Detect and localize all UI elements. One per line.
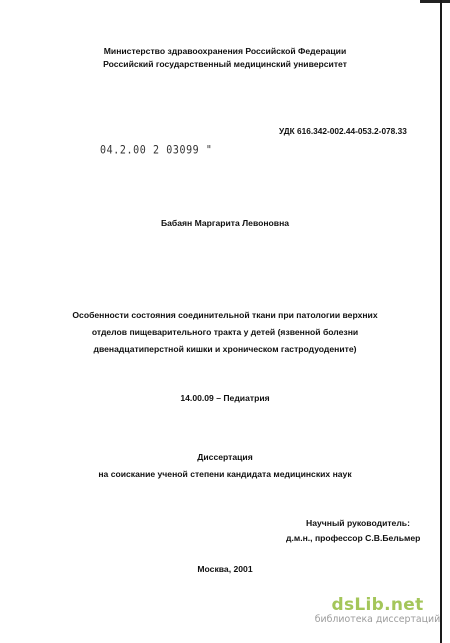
archive-stamp-number: 04.2.00 2 03099 " <box>100 144 213 157</box>
supervisor-name: д.м.н., профессор С.В.Бельмер <box>286 533 421 543</box>
ministry-header: Министерство здравоохранения Российской Федерации <box>103 46 347 56</box>
title-line-2: отделов пищеварительного тракта у детей (язвенной болезни <box>91 327 359 337</box>
degree-line: на соискание ученой степени кандидата медицинских наук <box>98 469 352 479</box>
city-year: Москва, 2001 <box>197 564 253 574</box>
watermark-subtitle: библиотека диссертаций <box>314 614 441 625</box>
udk-code: УДК 616.342-002.44-053.2-078.33 <box>279 126 407 136</box>
watermark-logo: dsLib.net <box>331 595 424 615</box>
title-line-3: двенадцатиперстной кишки и хроническом гастродуодените) <box>93 344 357 354</box>
title-line-1: Особенности состояния соединительной ткани при патологии верхних <box>72 310 378 320</box>
university-header: Российский государственный медицинский университет <box>103 59 347 69</box>
work-type: Диссертация <box>197 452 253 462</box>
dslib-watermark <box>310 596 445 626</box>
scan-edge-right <box>440 0 442 643</box>
scan-edge-top <box>420 0 450 3</box>
supervisor-label: Научный руководитель: <box>306 518 410 528</box>
specialty-code: 14.00.09 – Педиатрия <box>180 393 270 403</box>
author-name: Бабаян Маргарита Левоновна <box>160 218 290 228</box>
